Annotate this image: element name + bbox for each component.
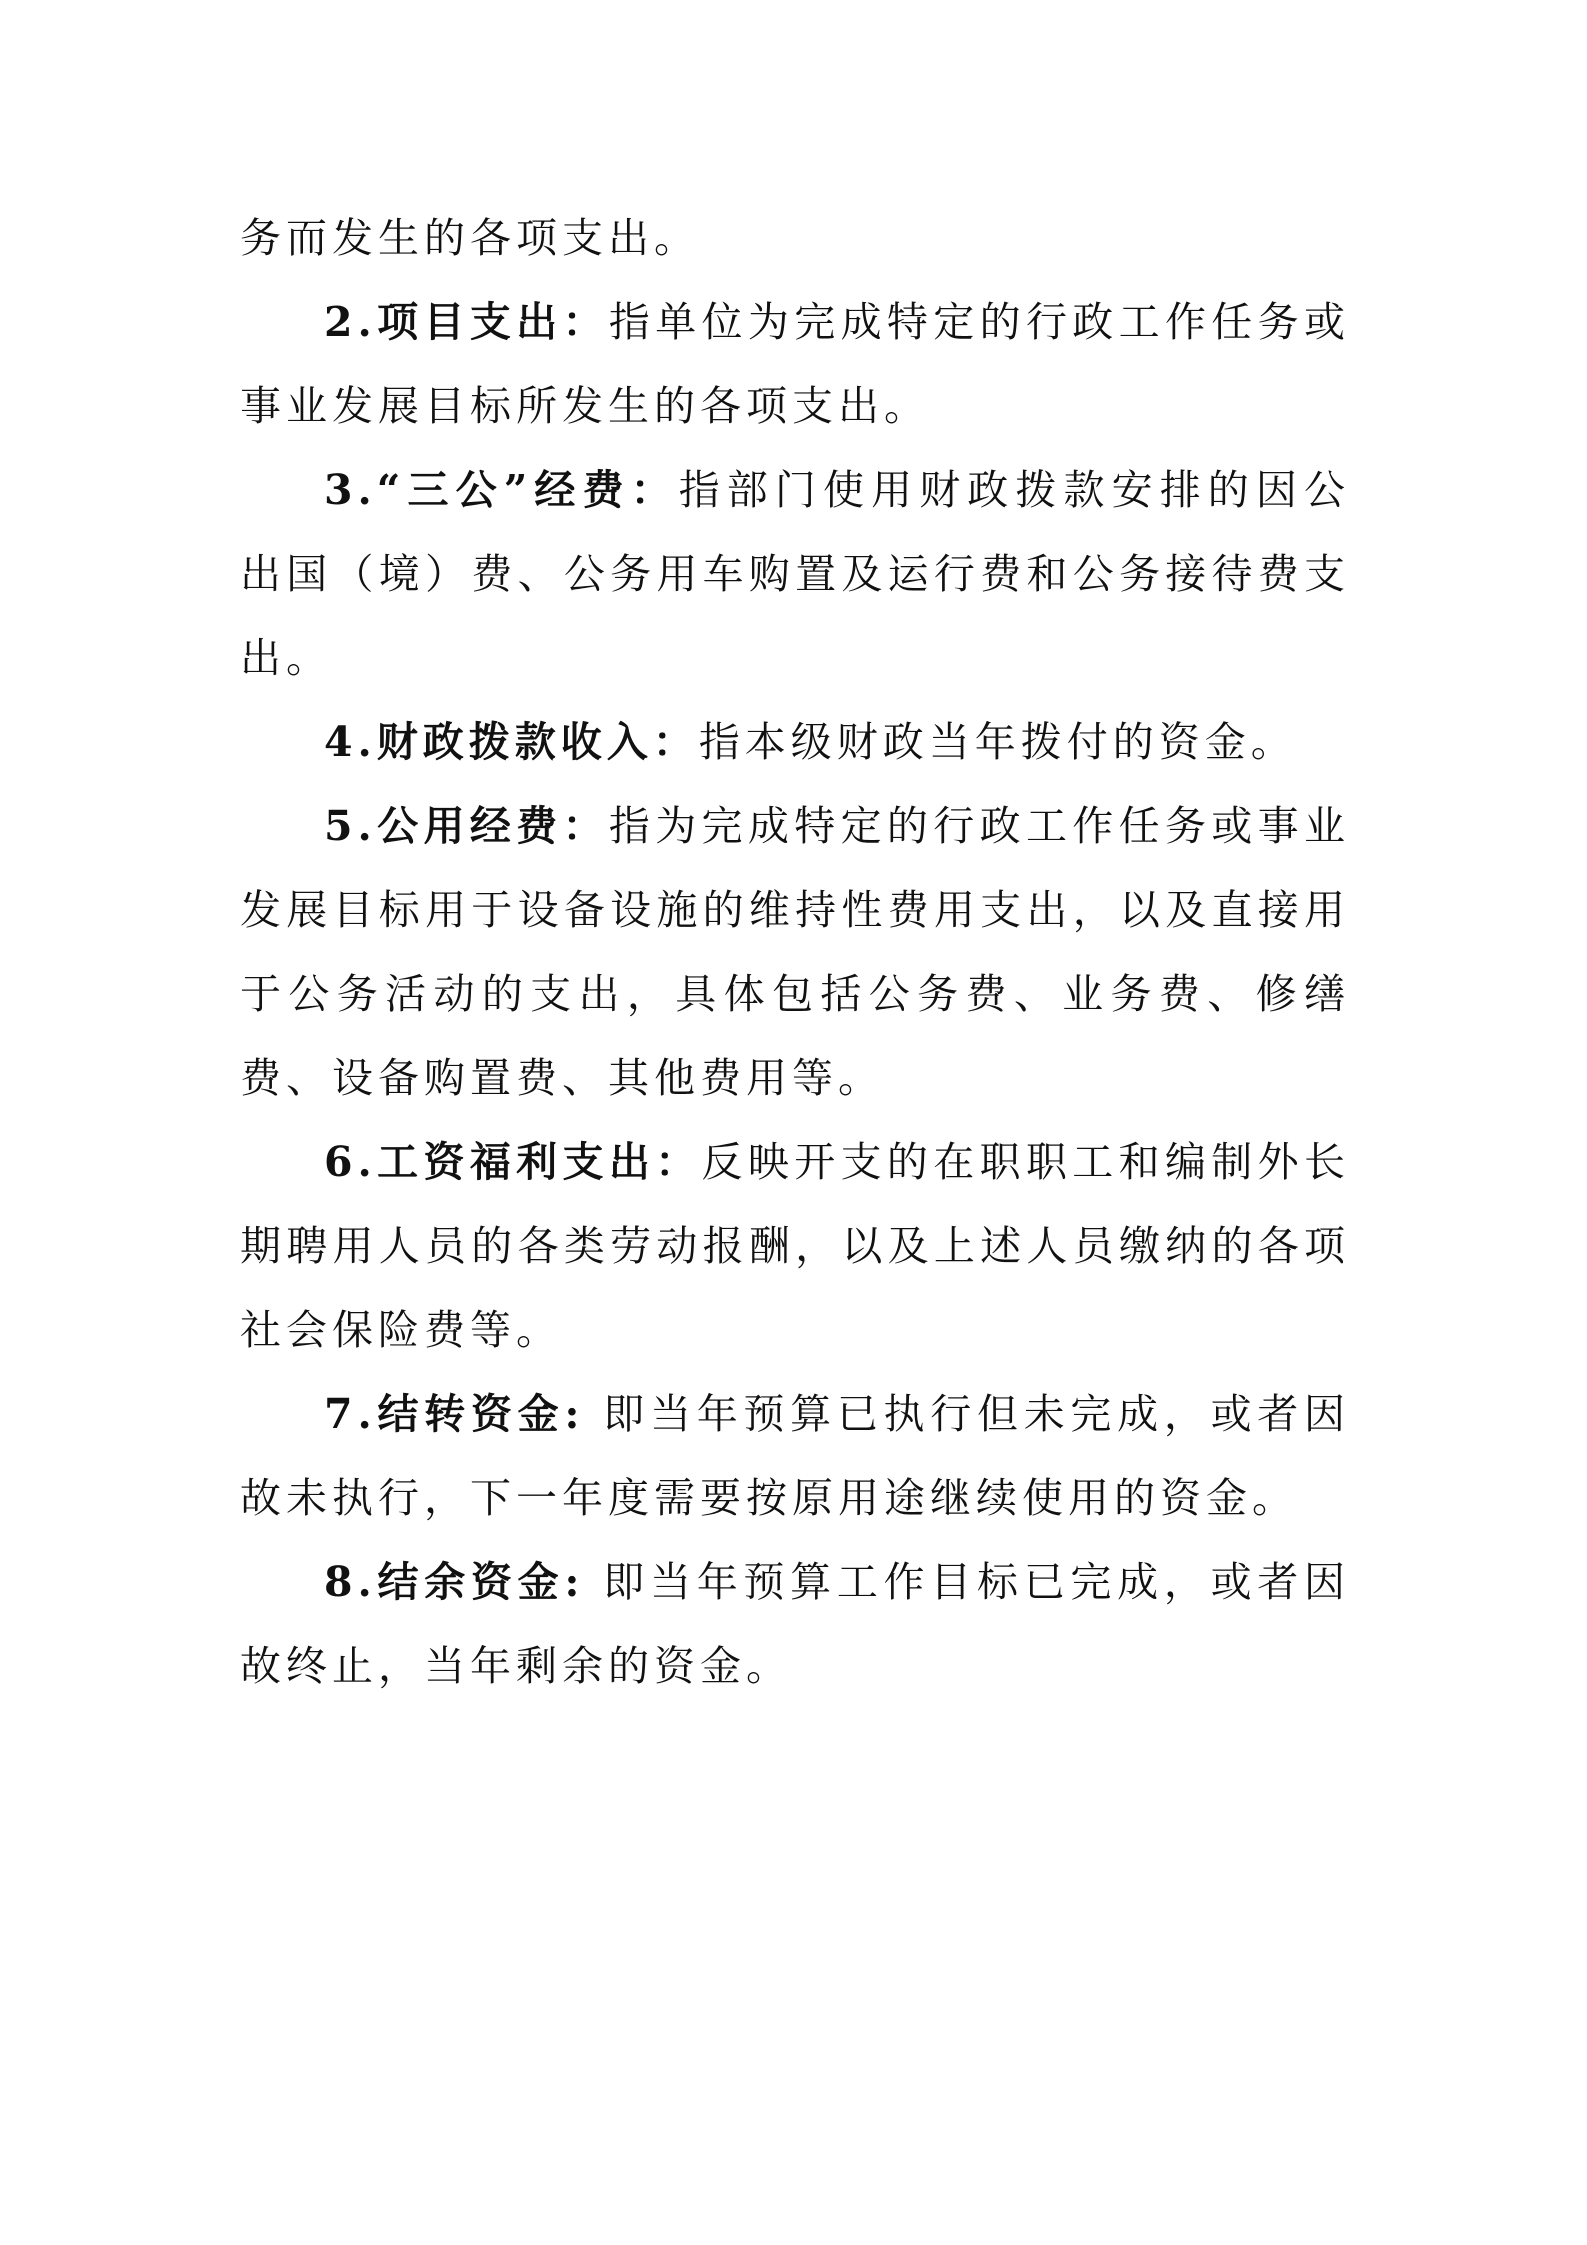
- document-body: [240, 196, 1350, 1708]
- paragraph-fiscal-appropriation-income: [240, 700, 1350, 784]
- paragraph-text: 指部门使用财政拨款安排的因公出国（境）费、公务用车购置及运行费和公务接待费支出。: [240, 466, 1351, 682]
- paragraph-wage-welfare-expenditure: [240, 1120, 1350, 1372]
- paragraph-project-expenditure: [240, 280, 1350, 448]
- paragraph-carryover-funds: [240, 1372, 1350, 1540]
- paragraph-three-public-expenses: [240, 448, 1350, 700]
- paragraph-term: 6.工资福利支出：: [324, 1138, 702, 1186]
- paragraph-term: 4.财政拨款收入：: [324, 718, 699, 766]
- paragraph-term: 8.结余资金:: [324, 1558, 585, 1606]
- paragraph-term: 3.“三公”经费：: [324, 466, 679, 514]
- paragraph-text: 反映开支的在职职工和编制外长期聘用人员的各类劳动报酬，以及上述人员缴纳的各项社会保险费等。: [240, 1138, 1350, 1354]
- paragraph-text: 即当年预算已执行但未完成，或者因故未执行，下一年度需要按原用途继续使用的资金。: [240, 1390, 1350, 1522]
- paragraph-text: 指本级财政当年拨付的资金。: [698, 718, 1297, 766]
- paragraph-term: 5.公用经费：: [324, 802, 609, 850]
- paragraph-text: 即当年预算工作目标已完成，或者因故终止，当年剩余的资金。: [240, 1558, 1350, 1690]
- paragraph-balance-funds: [240, 1540, 1350, 1708]
- paragraph-term: 7.结转资金:: [324, 1390, 585, 1438]
- paragraph-public-funds: [240, 784, 1350, 1120]
- paragraph-text: 指单位为完成特定的行政工作任务或事业发展目标所发生的各项支出。: [240, 298, 1350, 430]
- paragraph-text: 务而发生的各项支出。: [240, 214, 700, 262]
- paragraph-term: 2.项目支出：: [324, 298, 609, 346]
- paragraph-text: 指为完成特定的行政工作任务或事业发展目标用于设备设施的维持性费用支出，以及直接用于公务活动的支出，具体包括公务费、业务费、修缮费、设备购置费、其他费用等。: [240, 802, 1350, 1102]
- paragraph-continuation: [240, 196, 1350, 280]
